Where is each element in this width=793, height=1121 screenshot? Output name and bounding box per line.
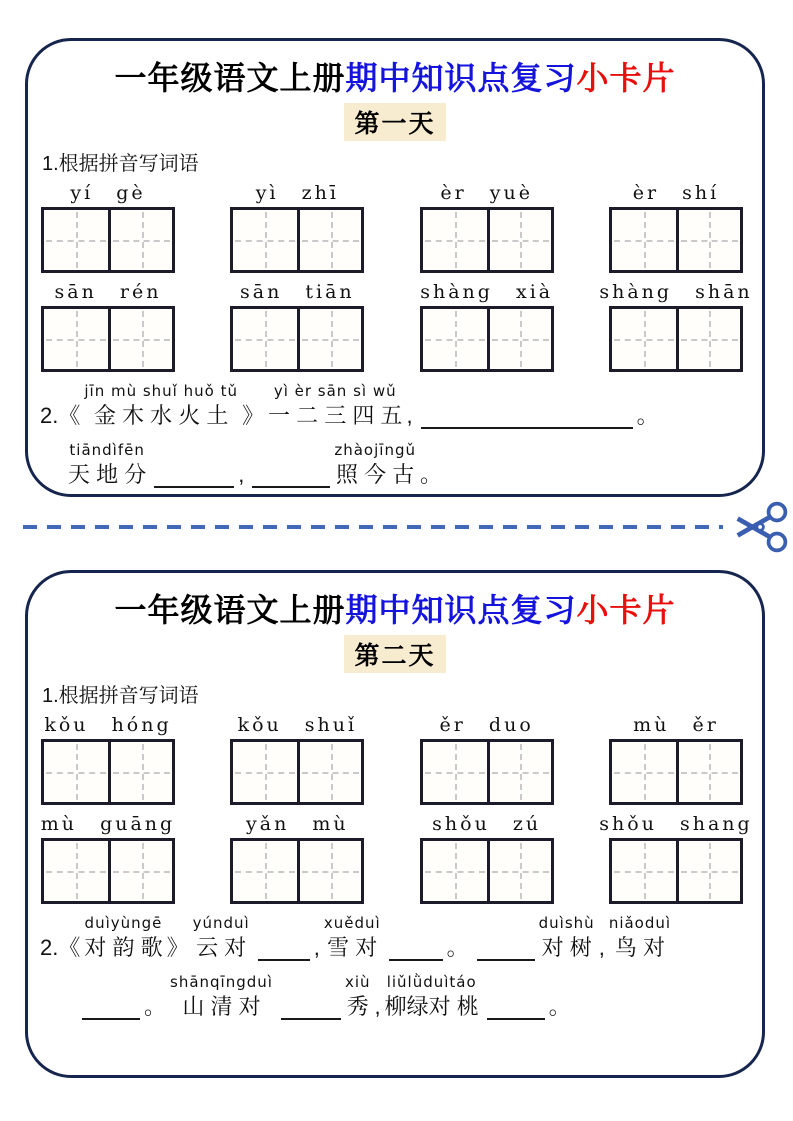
segment-text: 天 地 分	[68, 462, 147, 487]
ruby-segment	[144, 973, 166, 1022]
segment-text: 对 韵 歌	[84, 935, 163, 960]
exercise-line	[78, 973, 750, 1022]
writing-grid-pair	[609, 838, 743, 904]
word-pinyin: yí gè	[70, 182, 146, 204]
writing-grid-box	[108, 309, 172, 369]
word-column	[417, 811, 557, 904]
ruby-segment	[334, 441, 416, 490]
word-column	[417, 180, 557, 273]
day-badge: 第一天	[344, 103, 445, 141]
writing-grid-pair	[230, 207, 364, 273]
ruby-segment	[447, 914, 469, 963]
writing-grid-box	[487, 210, 551, 270]
segment-text: 》	[166, 935, 189, 960]
writing-grid-pair	[609, 739, 743, 805]
word-column	[227, 180, 367, 273]
title-part-red: 小卡片	[576, 60, 676, 96]
ruby-segment	[40, 914, 80, 963]
word-row	[38, 811, 752, 904]
fill-blank	[154, 462, 234, 488]
segment-pinyin: liǔlǜduìtáo	[386, 973, 477, 991]
word-column	[38, 180, 178, 273]
segment-text: ,	[598, 935, 605, 960]
word-row	[38, 712, 752, 805]
word-row	[38, 180, 752, 273]
segment-text: ,	[238, 462, 245, 487]
fill-blank	[389, 935, 443, 961]
segment-text: 对 树	[541, 935, 592, 960]
fill-blank	[421, 403, 633, 429]
ruby-segment	[385, 973, 479, 1022]
ruby-segment	[40, 382, 80, 431]
word-column	[38, 712, 178, 805]
word-column	[227, 712, 367, 805]
study-card-day2	[25, 570, 765, 1078]
writing-grid-box	[233, 309, 297, 369]
segment-text: ,	[313, 935, 320, 960]
writing-grid-pair	[420, 306, 554, 372]
writing-grid-box	[676, 742, 740, 802]
study-card-day1	[25, 38, 765, 497]
ruby-segment	[84, 382, 238, 431]
writing-grid-box	[612, 742, 676, 802]
writing-grid-box	[297, 309, 361, 369]
segment-pinyin: duìyùngē	[84, 914, 163, 932]
writing-grid-box	[676, 841, 740, 901]
writing-grid-box	[297, 841, 361, 901]
segment-text: 。	[636, 403, 659, 428]
segment-text: 照 今 古	[336, 462, 415, 487]
day-badge: 第二天	[344, 635, 445, 673]
word-column	[606, 712, 746, 805]
writing-grid-pair	[609, 306, 743, 372]
ruby-segment	[406, 382, 412, 431]
word-pinyin: sān tiān	[240, 281, 355, 303]
segment-pinyin: niǎoduì	[608, 914, 672, 932]
writing-grid-box	[297, 742, 361, 802]
fill-blank	[82, 994, 140, 1020]
writing-grid-box	[297, 210, 361, 270]
segment-pinyin: xuěduì	[323, 914, 381, 932]
writing-grid-box	[44, 841, 108, 901]
instruction-text: 1.根据拼音写词语	[42, 153, 199, 175]
ruby-segment	[167, 914, 189, 963]
exercise-section	[40, 382, 750, 490]
word-pinyin: sān rén	[54, 281, 162, 303]
segment-text: ,	[374, 994, 381, 1019]
writing-grid-box	[487, 841, 551, 901]
word-pinyin: mù guāng	[40, 813, 176, 835]
writing-grid-pair	[230, 306, 364, 372]
segment-text: 》	[241, 403, 264, 428]
ruby-segment	[238, 441, 244, 490]
segment-pinyin: tiāndìfēn	[69, 441, 145, 459]
day-row	[38, 635, 752, 673]
word-pinyin: kǒu hóng	[44, 714, 172, 736]
writing-grid-pair	[41, 838, 175, 904]
ruby-segment	[242, 382, 264, 431]
writing-grid-pair	[420, 739, 554, 805]
exercise-line	[40, 914, 750, 963]
segment-text: 雪 对	[327, 935, 378, 960]
ruby-segment	[375, 973, 381, 1022]
word-column	[38, 279, 178, 372]
ruby-segment	[324, 914, 381, 963]
segment-pinyin: yì èr sān sì wǔ	[273, 382, 397, 400]
ruby-segment	[68, 441, 146, 490]
segment-pinyin: zhàojīngǔ	[334, 441, 416, 459]
word-column	[417, 279, 557, 372]
ruby-segment	[609, 914, 671, 963]
writing-grid-pair	[609, 207, 743, 273]
word-pinyin: yì zhī	[255, 182, 339, 204]
writing-grid-pair	[420, 207, 554, 273]
fill-blank	[258, 935, 310, 961]
word-pinyin: shǒu shang	[599, 813, 753, 835]
segment-pinyin: shānqīngduì	[170, 973, 273, 991]
writing-grid-box	[233, 742, 297, 802]
fill-blank	[477, 935, 535, 961]
ruby-segment	[345, 973, 371, 1022]
card-title	[38, 585, 752, 631]
word-column	[606, 180, 746, 273]
word-pinyin: kǒu shuǐ	[237, 714, 358, 736]
word-row	[38, 279, 752, 372]
word-pinyin: shàng xià	[420, 281, 554, 303]
segment-text: 金 木 水 火 土	[93, 403, 229, 428]
segment-text: 。	[144, 994, 167, 1019]
ruby-segment	[599, 914, 605, 963]
segment-pinyin: duìshù	[538, 914, 595, 932]
exercise-line	[68, 441, 750, 490]
ruby-segment	[549, 973, 571, 1022]
segment-pinyin: jīn mù shuǐ huǒ tǔ	[84, 382, 238, 400]
writing-grid-pair	[41, 207, 175, 273]
segment-text: 。	[419, 462, 442, 487]
writing-grid-pair	[230, 838, 364, 904]
writing-grid-box	[423, 742, 487, 802]
segment-text: 云 对	[196, 935, 247, 960]
fill-blank	[252, 462, 330, 488]
writing-grid-box	[108, 742, 172, 802]
writing-grid-box	[233, 210, 297, 270]
segment-text: 山 清 对	[182, 994, 261, 1019]
segment-text: 。	[548, 994, 571, 1019]
title-part-blue: 期中知识点复习	[345, 60, 577, 96]
writing-grid-pair	[41, 306, 175, 372]
writing-grid-box	[676, 210, 740, 270]
ruby-segment	[420, 441, 442, 490]
writing-grid-box	[423, 841, 487, 901]
word-pinyin: yǎn mù	[246, 813, 349, 835]
word-pinyin: ěr duo	[439, 714, 534, 736]
segment-text: 。	[446, 935, 469, 960]
exercise-section	[40, 914, 750, 1022]
segment-pinyin: yúnduì	[192, 914, 250, 932]
writing-grid-pair	[230, 739, 364, 805]
writing-grid-box	[108, 210, 172, 270]
word-pinyin: shàng shān	[599, 281, 753, 303]
ruby-segment	[637, 382, 659, 431]
writing-grid-box	[233, 841, 297, 901]
writing-grid-box	[612, 210, 676, 270]
title-part-black: 一年级语文上册	[114, 592, 346, 628]
ruby-segment	[268, 382, 402, 431]
segment-text: 一 二 三 四 五	[267, 403, 403, 428]
scissors-icon	[733, 498, 791, 556]
segment-text: 柳绿对 桃	[384, 994, 479, 1019]
fill-blank	[281, 994, 341, 1020]
cut-dashes	[23, 525, 723, 529]
writing-grid-box	[423, 309, 487, 369]
writing-grid-box	[676, 309, 740, 369]
ruby-segment	[170, 973, 273, 1022]
word-column	[599, 811, 753, 904]
segment-text: 2.《	[40, 403, 81, 428]
fill-blank	[487, 994, 545, 1020]
word-column	[227, 279, 367, 372]
writing-grid-box	[44, 210, 108, 270]
ruby-segment	[314, 914, 320, 963]
writing-grid-box	[487, 309, 551, 369]
title-part-black: 一年级语文上册	[114, 60, 346, 96]
writing-grid-box	[487, 742, 551, 802]
cut-line	[0, 512, 793, 542]
segment-pinyin: xiù	[344, 973, 371, 991]
writing-grid-box	[423, 210, 487, 270]
writing-grid-box	[44, 742, 108, 802]
word-column	[38, 811, 178, 904]
title-part-blue: 期中知识点复习	[345, 592, 577, 628]
day-row	[38, 103, 752, 141]
instruction-text: 1.根据拼音写词语	[42, 685, 199, 707]
title-part-red: 小卡片	[576, 592, 676, 628]
segment-text: 鸟 对	[614, 935, 665, 960]
writing-grid-box	[612, 309, 676, 369]
word-pinyin: shǒu zú	[432, 813, 542, 835]
segment-text: ,	[406, 403, 413, 428]
segment-text: 秀	[346, 994, 369, 1019]
segment-text: 2.《	[40, 935, 81, 960]
word-pinyin: èr yuè	[440, 182, 533, 204]
exercise-line	[40, 382, 750, 431]
word-column	[417, 712, 557, 805]
word-pinyin: mù ěr	[633, 714, 719, 736]
ruby-segment	[84, 914, 162, 963]
card-title	[38, 53, 752, 99]
writing-grid-box	[612, 841, 676, 901]
word-pinyin: èr shí	[632, 182, 720, 204]
writing-grid-pair	[420, 838, 554, 904]
word-column	[227, 811, 367, 904]
writing-grid-box	[44, 309, 108, 369]
ruby-segment	[193, 914, 250, 963]
word-column	[599, 279, 753, 372]
writing-grid-box	[108, 841, 172, 901]
writing-grid-pair	[41, 739, 175, 805]
ruby-segment	[539, 914, 595, 963]
